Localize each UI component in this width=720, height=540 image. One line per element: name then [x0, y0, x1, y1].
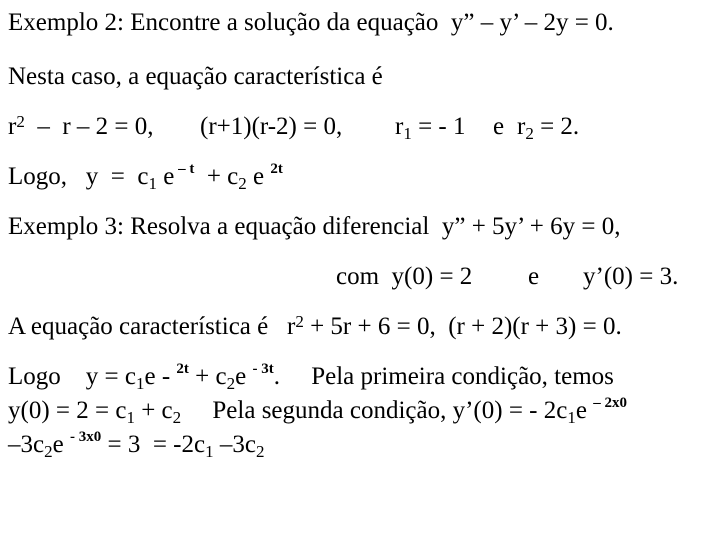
exp-e: e [52, 431, 70, 458]
example-3-title: Exemplo 3: Resolva a equação diferencial y” + 5y’ + 6y = 0, [8, 213, 621, 240]
r1-value: = - 1 [411, 113, 466, 140]
plus-c: + c [134, 397, 173, 424]
c1-subscript: 1 [135, 374, 145, 393]
r-exponent: 2 [16, 112, 25, 131]
r2-base: r [517, 113, 526, 140]
first-condition-text: Pela primeira condição, temos [279, 363, 614, 390]
solution-lead: Logo y = c [8, 363, 136, 390]
r-base: r [8, 113, 17, 140]
char-rest: + 5r + 6 = 0, (r + 2)(r + 3) = 0. [303, 313, 622, 340]
condition-b: y’(0) = 3. [583, 263, 679, 290]
initial-condition-line [8, 395, 627, 427]
c1-subscript: 1 [205, 442, 214, 461]
characteristic-equation-line [8, 114, 154, 139]
second-condition-text: Pela segunda condição, y’(0) = - 2c [181, 397, 568, 424]
condition-conjunction: e [528, 263, 540, 290]
exponent-1: 2t [176, 361, 189, 377]
c2-subscript-2: 2 [255, 442, 265, 461]
r1-subscript: 1 [403, 124, 412, 143]
plus-c: + c [188, 363, 227, 390]
final-equation-line [8, 429, 265, 461]
exp-e1: e - [144, 363, 177, 390]
r2-value: = 2. [533, 113, 580, 140]
factored-equation: (r+1)(r-2) = 0, [200, 113, 343, 140]
r2-subscript: 2 [525, 124, 534, 143]
c1-subscript: 1 [126, 408, 135, 427]
plus-c: + c [194, 163, 239, 190]
last-end: –3c [213, 431, 256, 458]
root-r1 [395, 113, 466, 143]
example-2-title: Exemplo 2: Encontre a solução da equação y” – y’ – 2y = 0. [8, 9, 614, 36]
period: . [273, 363, 280, 390]
exp-e1: e [156, 163, 175, 190]
exp-e2: e [235, 363, 253, 390]
exp-e2: e [246, 163, 271, 190]
char-lead: A equação característica é r [8, 313, 296, 340]
exponent: - 3x0 [69, 429, 102, 445]
exp-e: e [575, 397, 594, 424]
example-3-characteristic [8, 314, 622, 339]
r-exponent: 2 [295, 312, 304, 331]
c2-subscript: 2 [226, 374, 236, 393]
last-lead: –3c [8, 431, 45, 458]
exponent-2: - 3t [252, 361, 274, 377]
condition-a: com y(0) = 2 [336, 263, 473, 290]
equation-rest: – r – 2 = 0, [24, 113, 154, 140]
solution-lead: Logo, y = c [8, 163, 149, 190]
c1-subscript-2: 1 [567, 408, 576, 427]
conjunction: e [493, 113, 505, 140]
example-2-solution [8, 161, 283, 193]
last-mid: = 3 = -2c [101, 431, 206, 458]
exponent-2: 2t [270, 161, 283, 177]
example-2-intro: Nesta caso, a equação característica é [8, 63, 383, 90]
exponent: – 2x0 [593, 395, 627, 411]
c2-subscript: 2 [44, 442, 53, 461]
c2-subscript: 2 [238, 174, 247, 193]
exponent-1: – t [174, 161, 195, 177]
c1-subscript: 1 [148, 174, 157, 193]
y0-lead: y(0) = 2 = c [8, 397, 127, 424]
r1-base: r [395, 113, 404, 140]
example-3-solution [8, 361, 614, 393]
c2-subscript: 2 [172, 408, 182, 427]
root-r2 [517, 113, 580, 143]
